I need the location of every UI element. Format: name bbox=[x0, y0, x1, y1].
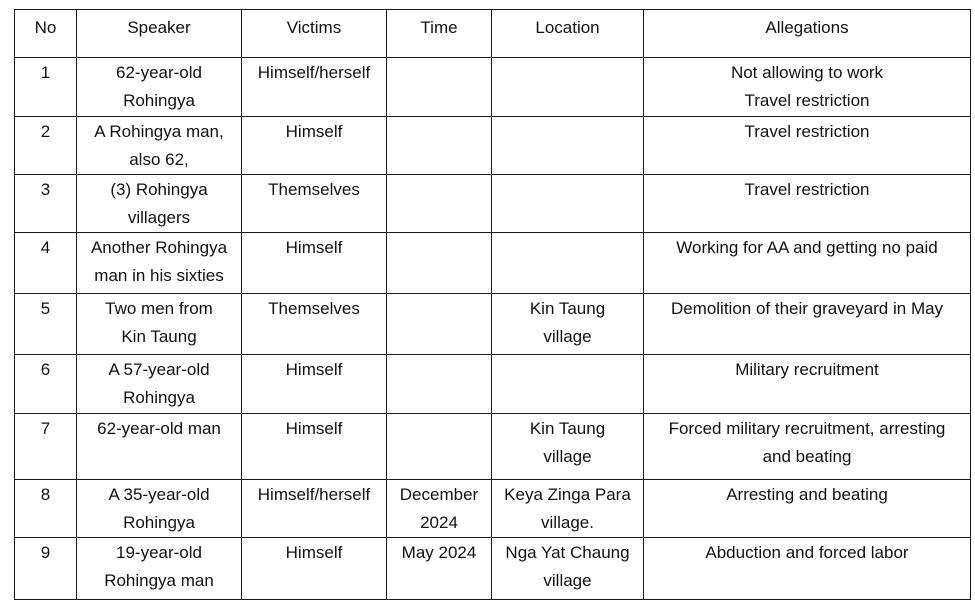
cell-location: Kin Taung village bbox=[492, 414, 644, 480]
cell-location: Kin Taung village bbox=[492, 294, 644, 355]
cell-allegations: Not allowing to work Travel restriction bbox=[644, 58, 971, 117]
cell-allegations: Military recruitment bbox=[644, 355, 971, 414]
cell-no: 9 bbox=[15, 538, 77, 600]
cell-location bbox=[492, 233, 644, 294]
cell-time bbox=[387, 117, 492, 175]
cell-allegations: Arresting and beating bbox=[644, 480, 971, 538]
cell-victims: Himself bbox=[242, 538, 387, 600]
cell-no: 3 bbox=[15, 175, 77, 233]
cell-time: December 2024 bbox=[387, 480, 492, 538]
cell-speaker: Two men from Kin Taung bbox=[77, 294, 242, 355]
cell-allegations: Abduction and forced labor bbox=[644, 538, 971, 600]
header-speaker: Speaker bbox=[77, 10, 242, 58]
table-row bbox=[15, 294, 971, 355]
cell-no: 4 bbox=[15, 233, 77, 294]
cell-speaker: 62-year-old Rohingya bbox=[77, 58, 242, 117]
table-row bbox=[15, 117, 971, 175]
table-row bbox=[15, 58, 971, 117]
cell-victims: Himself/herself bbox=[242, 480, 387, 538]
cell-time bbox=[387, 294, 492, 355]
cell-speaker: A Rohingya man, also 62, bbox=[77, 117, 242, 175]
cell-speaker: A 57-year-old Rohingya bbox=[77, 355, 242, 414]
cell-victims: Himself bbox=[242, 414, 387, 480]
cell-no: 6 bbox=[15, 355, 77, 414]
cell-location: Nga Yat Chaung village bbox=[492, 538, 644, 600]
cell-speaker: 19-year-old Rohingya man bbox=[77, 538, 242, 600]
table-row bbox=[15, 538, 971, 600]
table-row bbox=[15, 480, 971, 538]
allegations-table bbox=[14, 9, 971, 600]
cell-allegations: Forced military recruitment, arresting and beating bbox=[644, 414, 971, 480]
cell-time bbox=[387, 175, 492, 233]
cell-allegations: Travel restriction bbox=[644, 117, 971, 175]
header-time: Time bbox=[387, 10, 492, 58]
cell-location: Keya Zinga Para village. bbox=[492, 480, 644, 538]
cell-location bbox=[492, 58, 644, 117]
cell-location bbox=[492, 117, 644, 175]
cell-time bbox=[387, 414, 492, 480]
table-row bbox=[15, 414, 971, 480]
cell-victims: Themselves bbox=[242, 294, 387, 355]
cell-no: 8 bbox=[15, 480, 77, 538]
cell-no: 2 bbox=[15, 117, 77, 175]
cell-allegations: Working for AA and getting no paid bbox=[644, 233, 971, 294]
header-victims: Victims bbox=[242, 10, 387, 58]
table-row bbox=[15, 175, 971, 233]
allegations-table-container bbox=[14, 9, 971, 600]
cell-allegations: Demolition of their graveyard in May bbox=[644, 294, 971, 355]
cell-speaker: A 35-year-old Rohingya bbox=[77, 480, 242, 538]
header-allegations: Allegations bbox=[644, 10, 971, 58]
cell-time bbox=[387, 58, 492, 117]
cell-no: 1 bbox=[15, 58, 77, 117]
cell-time: May 2024 bbox=[387, 538, 492, 600]
header-no: No bbox=[15, 10, 77, 58]
cell-no: 5 bbox=[15, 294, 77, 355]
cell-speaker: 62-year-old man bbox=[77, 414, 242, 480]
cell-time bbox=[387, 233, 492, 294]
cell-location bbox=[492, 175, 644, 233]
header-location: Location bbox=[492, 10, 644, 58]
table-row bbox=[15, 355, 971, 414]
cell-victims: Himself/herself bbox=[242, 58, 387, 117]
cell-victims: Themselves bbox=[242, 175, 387, 233]
cell-time bbox=[387, 355, 492, 414]
header-row bbox=[15, 10, 971, 58]
cell-speaker: Another Rohingya man in his sixties bbox=[77, 233, 242, 294]
cell-speaker: (3) Rohingya villagers bbox=[77, 175, 242, 233]
cell-location bbox=[492, 355, 644, 414]
cell-victims: Himself bbox=[242, 117, 387, 175]
cell-no: 7 bbox=[15, 414, 77, 480]
cell-victims: Himself bbox=[242, 355, 387, 414]
cell-allegations: Travel restriction bbox=[644, 175, 971, 233]
table-row bbox=[15, 233, 971, 294]
cell-victims: Himself bbox=[242, 233, 387, 294]
